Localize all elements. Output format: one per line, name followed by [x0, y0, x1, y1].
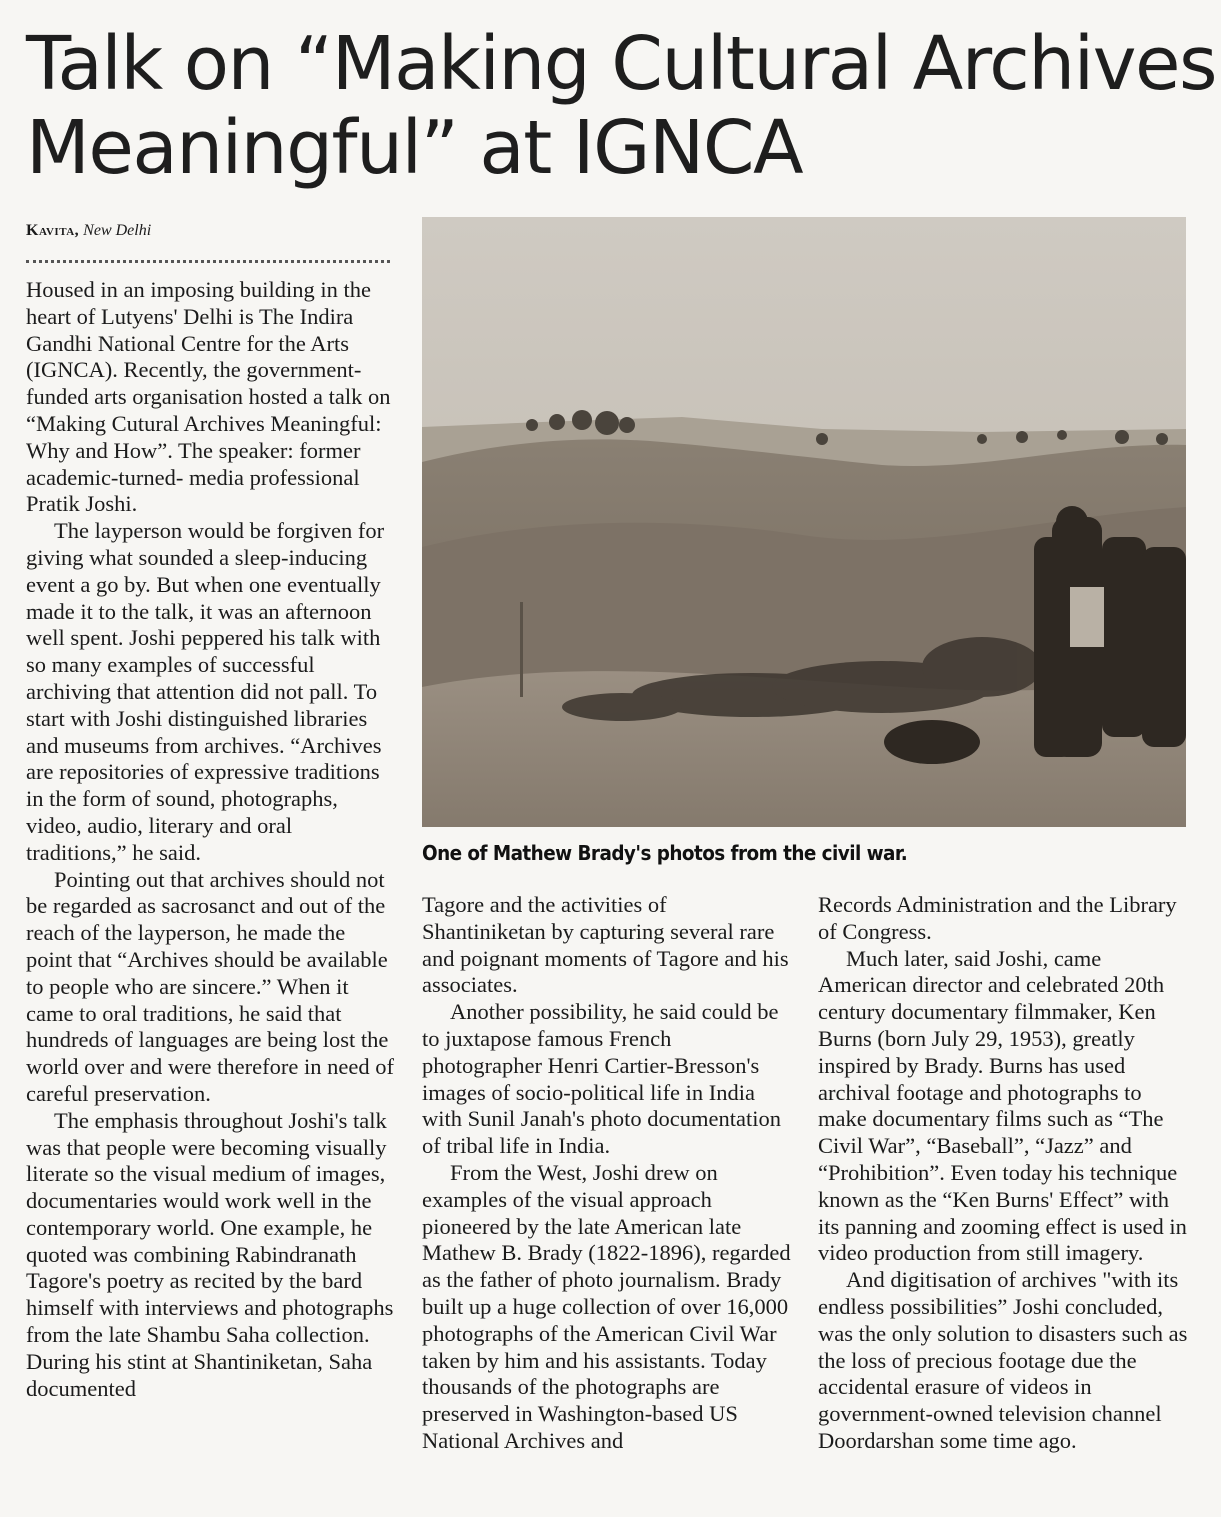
byline-place: New Delhi — [83, 222, 152, 239]
article-paragraph: From the West, Joshi drew on examples of the visual approach pioneered by the late American late Mathew B. Brady (1822-1896), regarded as the father of photo journalism. Brady built up a huge collection of over 16,000 photographs of the American Civil War taken by him and his assistants. Today thousands of the photographs are preserved in Washington-based US National Archives and — [422, 1159, 791, 1453]
article-paragraph: And digitisation of archives "with its endless possibilities” Joshi concluded, was the only solution to disasters such as the loss of precious footage due the accidental erasure of videos in government-owned television channel Doordarshan some time ago. — [818, 1267, 1188, 1453]
article-column-3 — [818, 892, 1190, 1455]
byline — [26, 222, 396, 240]
article-paragraph: The layperson would be forgiven for giving what sounded a sleep-inducing event a go by. But when one eventually made it to the talk, it was an afternoon well spent. Joshi peppered his talk with so many examples of successful archiving that attention did not pall. To start with Joshi distinguished libraries and museums from archives. “Archives are repositories of expressive traditions in the form of sound, photographs, video, audio, literary and oral traditions,” he said. — [26, 518, 385, 865]
headline — [26, 21, 1217, 191]
headline-line-2: Meaningful” at IGNCA — [26, 105, 803, 191]
article-paragraph: Another possibility, he said could be to juxtapose famous French photographer Henri Cartier-Bresson's images of socio-political life in India with Sunil Janah's photo documentation of tribal life in India. — [422, 999, 782, 1159]
headline-line-1: Talk on “Making Cultural Archives — [26, 21, 1217, 107]
article-paragraph: Housed in an imposing building in the heart of Lutyens' Delhi is The Indira Gandhi National Centre for the Arts (IGNCA). Recently, the government-funded arts organisation hosted a talk on “Making Cutural Archives Meaningful: Why and How”. The speaker: former academic-turned- media professional Pratik Joshi. — [26, 277, 391, 517]
byline-author: Kavita, — [26, 222, 80, 239]
article-paragraph: Tagore and the activities of Shantiniketan by capturing several rare and poignant moments of Tagore and his associates. — [422, 892, 789, 998]
article-paragraph: Pointing out that archives should not be regarded as sacrosanct and out of the reach of the layperson, he made the point that “Archives should be available to people who are sincere.” When it came to oral traditions, he said that hundreds of languages are being lost the world over and were therefore in need of careful preservation. — [26, 866, 394, 1106]
civil-war-photo-image — [422, 217, 1186, 827]
article-column-2 — [422, 892, 794, 1455]
article-paragraph: Much later, said Joshi, came American director and celebrated 20th century documentary filmmaker, Ken Burns (born July 29, 1953), greatly inspired by Brady. Burns has used archival footage and photographs to make documentary films such as “The Civil War”, “Baseball”, “Jazz” and “Prohibition”. Even today his technique known as the “Ken Burns' Effect” with its panning and zooming effect is used in video production from still imagery. — [818, 945, 1187, 1266]
byline-divider — [26, 260, 390, 263]
photo-caption: One of Mathew Brady's photos from the civil war. — [422, 841, 908, 865]
article-column-1 — [26, 277, 394, 1402]
civil-war-photo — [422, 217, 1186, 827]
article-paragraph: Records Administration and the Library of Congress. — [818, 892, 1177, 944]
article-paragraph: The emphasis throughout Joshi's talk was that people were becoming visually literate so the visual medium of images, documentaries would work well in the contemporary world. One example, he quoted was combining Rabindranath Tagore's poetry as recited by the bard himself with interviews and photographs from the late Shambu Saha collection. During his stint at Shantiniketan, Saha documented — [26, 1107, 394, 1401]
